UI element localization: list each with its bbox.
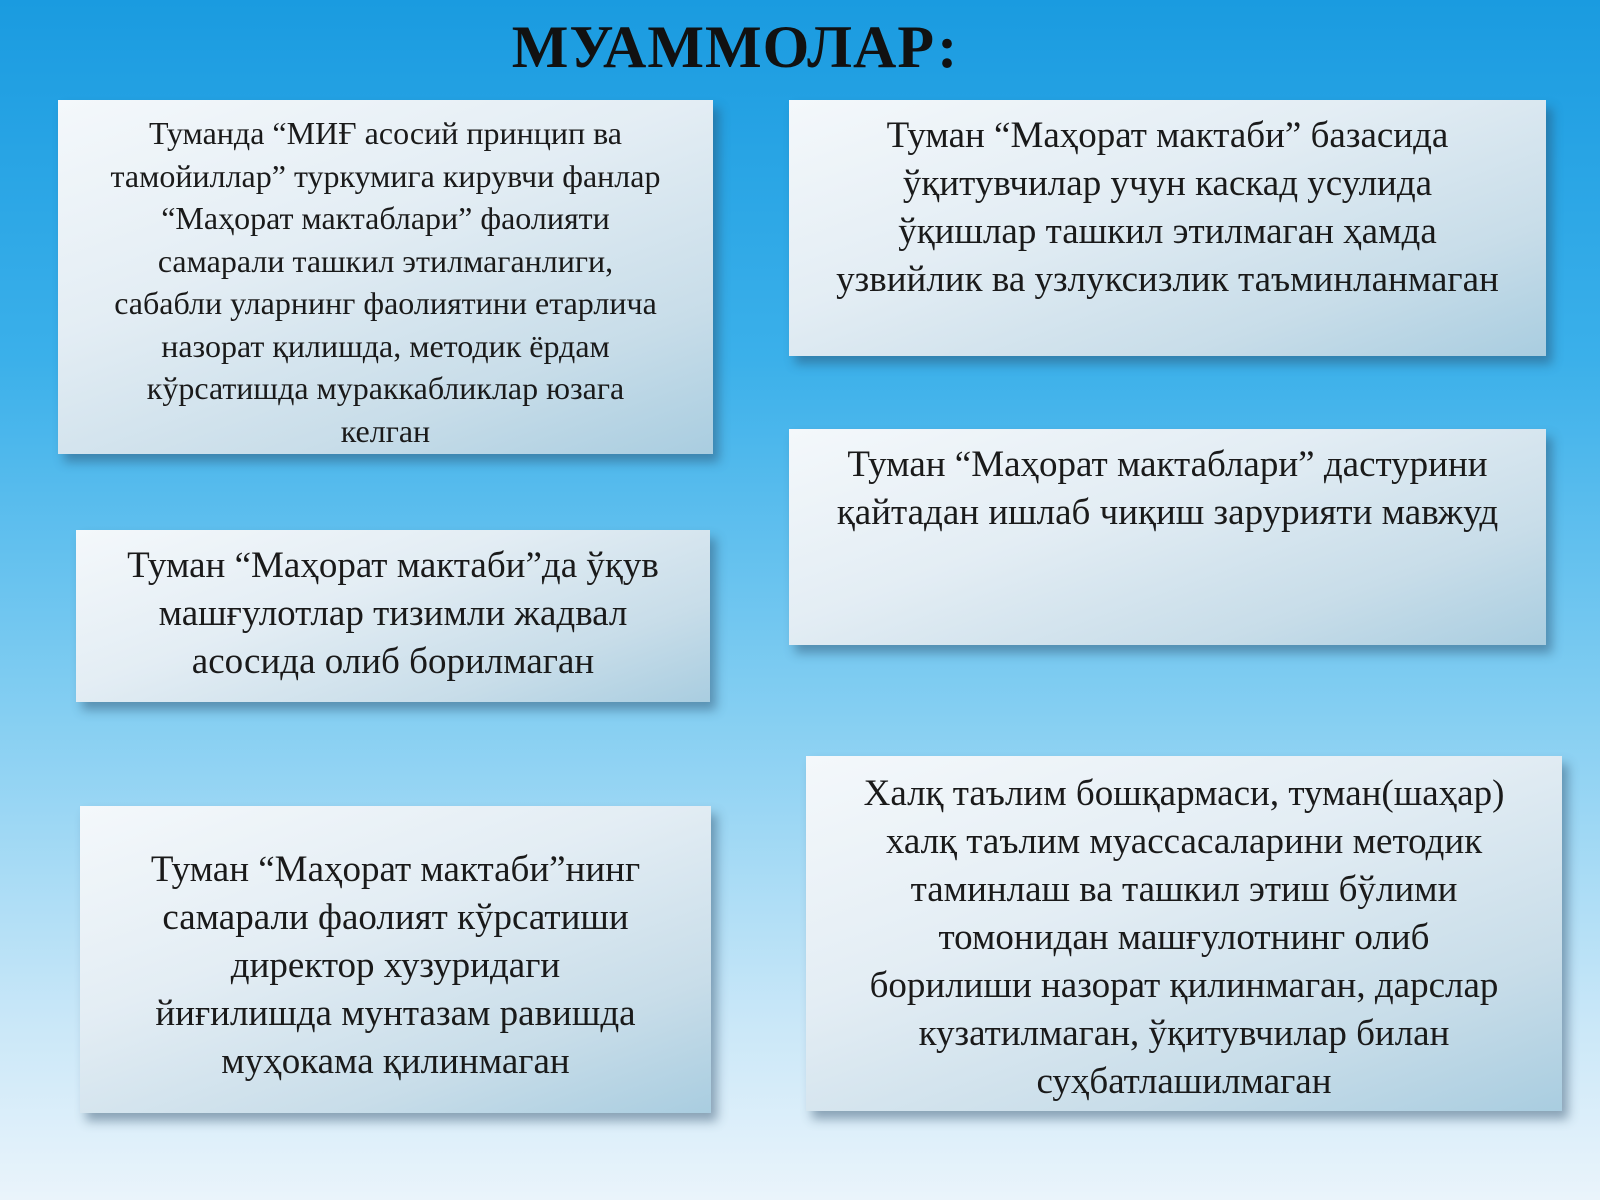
- problem-card-1-text: Туманда “МИҒ асосий принцип ва тамойиллар” туркумига кирувчи фанлар “Маҳорат мактаблари” фаолияти самарали ташкил этилмаганлиги, сабабли уларнинг фаолиятини етарлича назорат қилишда, методик ёрдам кўрсатишда мураккабликлар юзага келган: [110, 115, 661, 449]
- problem-card-4: [76, 530, 710, 702]
- problem-card-6-text: Халқ таълим бошқармаси, туман(шаҳар) халқ таълим муассасаларини методик таминлаш ва ташкил этиш бўлими томонидан машғулотнинг олиб борилиши назорат қилинмаган, дарслар кузатилмаган, ўқитувчилар билан суҳбатлашилмаган: [863, 773, 1505, 1102]
- problem-card-2: [789, 100, 1546, 356]
- problem-card-5-text: Туман “Маҳорат мактаби”нинг самарали фаолият кўрсатиши директор хузуридаги йиғилишда мунтазам равишда муҳокама қилинмаган: [150, 849, 641, 1082]
- slide-title: МУАММОЛАР:: [511, 14, 959, 80]
- problem-card-1: [58, 100, 713, 454]
- problem-card-2-text: Туман “Маҳорат мактаби” базасида ўқитувчилар учун каскад усулида ўқишлар ташкил этилмаган ҳамда узвийлик ва узлуксизлик таъминланмаган: [836, 115, 1499, 300]
- problem-card-4-text: Туман “Маҳорат мактаби”да ўқув машғулотлар тизимли жадвал асосида олиб борилмаган: [127, 545, 659, 682]
- problem-card-3-text: Туман “Маҳорат мактаблари” дастурини қайтадан ишлаб чиқиш зарурияти мавжуд: [836, 444, 1499, 533]
- problem-card-6: [806, 756, 1562, 1111]
- problem-card-3: [789, 429, 1546, 645]
- problem-card-5: [80, 806, 711, 1113]
